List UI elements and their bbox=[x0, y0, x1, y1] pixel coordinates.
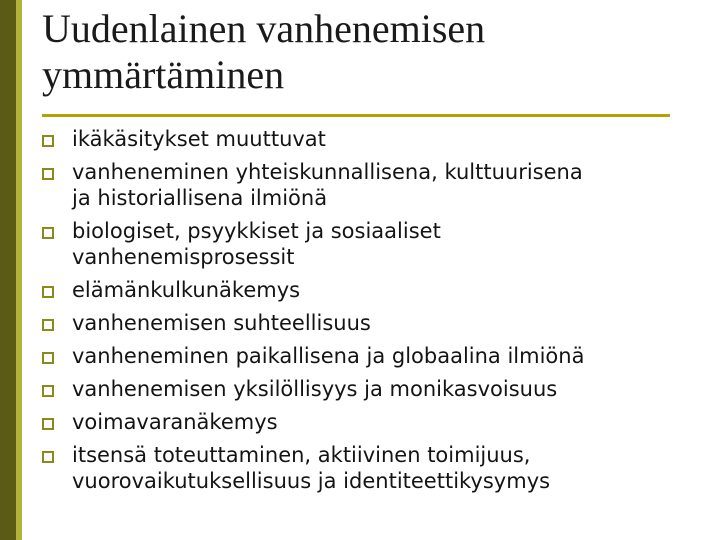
bullet-text-line: vanhenemisen suhteellisuus bbox=[72, 311, 371, 335]
bullet-text-line: vanhenemisen yksilöllisyys ja monikasvoisuus bbox=[72, 377, 558, 401]
hollow-square-bullet-icon bbox=[42, 286, 54, 298]
bullet-list bbox=[42, 126, 702, 501]
bullet-text-line: vanhenemisprosessit bbox=[72, 245, 295, 269]
hollow-square-bullet-icon bbox=[42, 227, 54, 239]
hollow-square-bullet-icon bbox=[42, 451, 54, 463]
slide-title-line: Uudenlainen vanhenemisen bbox=[42, 6, 486, 51]
bullet-item bbox=[42, 376, 702, 402]
hollow-square-bullet-icon bbox=[42, 135, 54, 147]
slide-title bbox=[42, 6, 692, 98]
bullet-text-line: elämänkulkunäkemys bbox=[72, 278, 301, 302]
hollow-square-bullet-icon bbox=[42, 168, 54, 180]
bullet-text-line: vuorovaikutuksellisuus ja identiteettikysymys bbox=[72, 469, 551, 493]
title-underline-rule bbox=[42, 114, 670, 117]
slide-title-line: ymmärtäminen bbox=[42, 52, 285, 97]
hollow-square-bullet-icon bbox=[42, 385, 54, 397]
bullet-text-line: vanheneminen paikallisena ja globaalina ilmiönä bbox=[72, 344, 585, 368]
bullet-item bbox=[42, 159, 702, 211]
side-accent-bar-light bbox=[16, 0, 22, 540]
side-accent-bar-dark bbox=[0, 0, 16, 540]
bullet-text-line: itsensä toteuttaminen, aktiivinen toimijuus, bbox=[72, 443, 531, 467]
bullet-item bbox=[42, 310, 702, 336]
bullet-text-line: vanheneminen yhteiskunnallisena, kulttuurisena bbox=[72, 160, 583, 184]
bullet-text-line: ikäkäsitykset muuttuvat bbox=[72, 127, 326, 151]
hollow-square-bullet-icon bbox=[42, 319, 54, 331]
bullet-item bbox=[42, 409, 702, 435]
bullet-text-line: biologiset, psyykkiset ja sosiaaliset bbox=[72, 219, 441, 243]
bullet-text-line: ja historiallisena ilmiönä bbox=[72, 186, 328, 210]
bullet-item bbox=[42, 442, 702, 494]
bullet-item bbox=[42, 277, 702, 303]
bullet-item bbox=[42, 126, 702, 152]
bullet-text-line: voimavaranäkemys bbox=[72, 410, 278, 434]
hollow-square-bullet-icon bbox=[42, 352, 54, 364]
hollow-square-bullet-icon bbox=[42, 418, 54, 430]
bullet-item bbox=[42, 343, 702, 369]
bullet-item bbox=[42, 218, 702, 270]
